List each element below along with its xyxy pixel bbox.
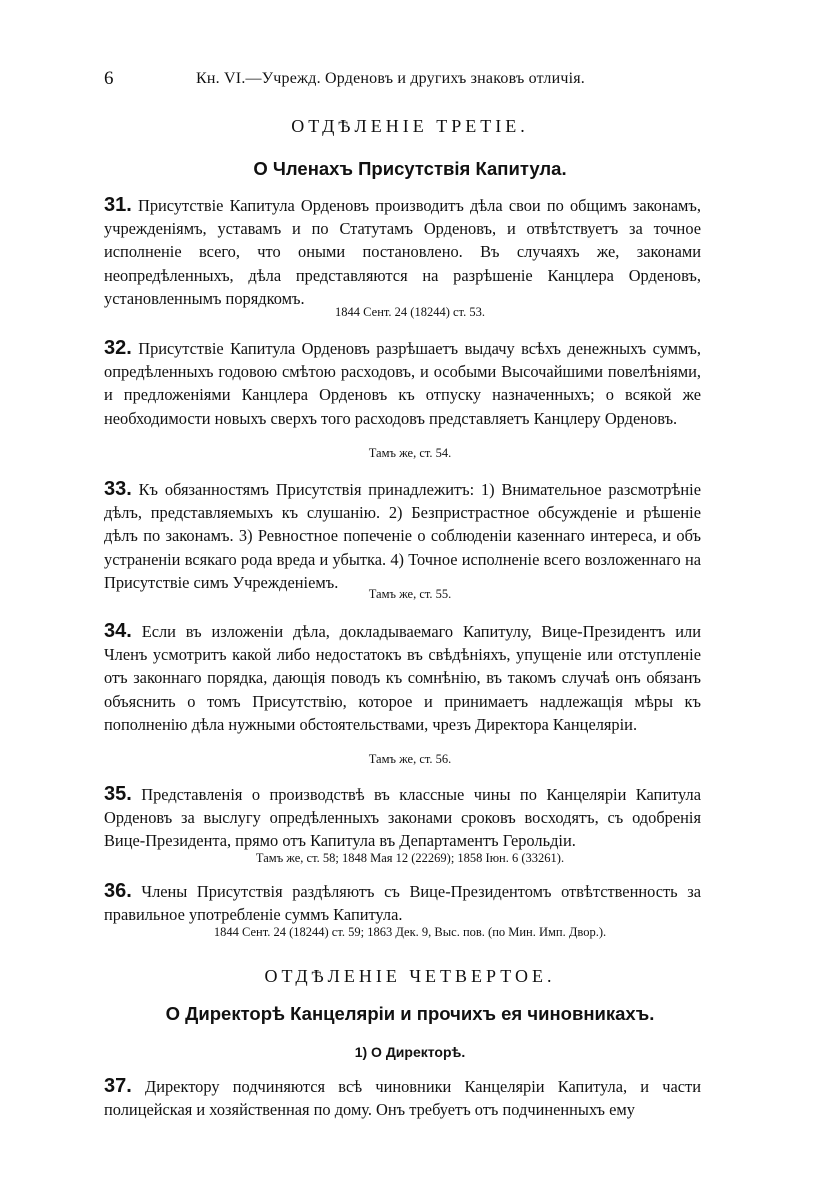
article-number: 32.	[104, 337, 132, 359]
article-number: 35.	[104, 783, 132, 805]
article-36-source: 1844 Сент. 24 (18244) ст. 59; 1863 Дек. 9, Выс. пов. (по Мин. Имп. Двор.).	[213, 925, 607, 939]
article-34	[104, 620, 701, 736]
article-text: Члены Присутствія раздѣляютъ съ Вице-Президентомъ отвѣтственность за правильное употребленіе суммъ Капитула.	[104, 882, 701, 925]
article-32-source-line: Тамъ же, ст. 54.	[368, 446, 452, 460]
article-text: Если въ изложеніи дѣла, докладываемаго Капитулу, Вице-Президентъ или Членъ усмотритъ какой либо недостатокъ въ свѣдѣніяхъ, упущеніе или отступленіе отъ законнаго порядка, дающія поводъ къ сомнѣнію, въ такомъ случаѣ онъ обязанъ объяснить о томъ Присутствію, которое и принимаетъ надлежащія мѣры къ пополненію дѣла нужными обстоятельствами, чрезъ Директора Канцеляріи.	[104, 622, 701, 734]
article-number: 33.	[104, 478, 132, 500]
article-31	[104, 194, 701, 310]
article-number: 37.	[104, 1075, 132, 1097]
article-31-source: 1844 Сент. 24 (18244) ст. 53.	[335, 305, 485, 319]
article-36	[104, 880, 701, 926]
article-33	[104, 478, 701, 594]
subsection-title: 1) О Директорѣ.	[354, 1044, 466, 1060]
article-number: 34.	[104, 620, 132, 642]
article-text: Присутствіе Капитула Орденовъ разрѣшаетъ выдачу всѣхъ денежныхъ суммъ, опредѣленныхъ годовою смѣтою расходовъ, и особыми Высочайшими повелѣніями, и предложеніями Канцлера Орденовъ къ отпуску назначенныхъ; о всякой же необходимости новыхъ сверхъ того расходовъ представляетъ Канцлеру Орденовъ.	[104, 339, 701, 428]
article-35	[104, 783, 701, 853]
section-title-fourth: ОТДѢЛЕНІЕ ЧЕТВЕРТОЕ.	[264, 966, 556, 986]
article-37	[104, 1075, 701, 1121]
article-text: Къ обязанностямъ Присутствія принадлежитъ: 1) Внимательное разсмотрѣніе дѣлъ, представляемыхъ къ слушанію. 2) Безпристрастное обсужденіе и рѣшеніе дѣлъ по законамъ. 3) Ревностное попеченіе о соблюденіи казеннаго интереса, и объ устраненіи всякаго рода вреда и убытка. 4) Точное исполненіе всего возложеннаго на Присутствіе симъ Учрежденіемъ.	[104, 480, 701, 592]
article-text: Присутствіе Капитула Орденовъ производитъ дѣла свои по общимъ законамъ, учрежденіямъ, уставамъ и по Статутамъ Орденовъ, и отвѣтствуетъ за точное исполненіе всего, что оными постановлено. Въ случаяхъ же, законами неопредѣленныхъ, дѣла представляются на разрѣшеніе Канцлера Орденовъ, установленнымъ порядкомъ.	[104, 196, 701, 308]
article-33-source: Тамъ же, ст. 55.	[368, 587, 452, 601]
article-text: Директору подчиняются всѣ чиновники Канцеляріи Капитула, и части полицейская и хозяйственная по дому. Онъ требуетъ отъ подчиненныхъ ему	[104, 1077, 701, 1120]
article-34-source: Тамъ же, ст. 56.	[368, 752, 452, 766]
page-number: 6	[104, 68, 114, 89]
running-header: Кн. VI.—Учрежд. Орденовъ и другихъ знаковъ отличія.	[196, 70, 586, 87]
article-32	[104, 337, 701, 430]
article-number: 31.	[104, 194, 132, 216]
article-text: Представленія о производствѣ въ классные чины по Канцеляріи Капитула Орденовъ за выслугу опредѣленныхъ законами сроковъ восходятъ, съ одобренія Вице-Президента, прямо отъ Капитула въ Департаментъ Герольдіи.	[104, 785, 701, 851]
section-subtitle-fourth: О Директорѣ Канцеляріи и прочихъ ея чиновникахъ.	[165, 1003, 655, 1024]
section-title-third: ОТДѢЛЕНІЕ ТРЕТІЕ.	[291, 116, 529, 136]
article-35-source: Тамъ же, ст. 58; 1848 Мая 12 (22269); 1858 Іюн. 6 (33261).	[255, 851, 565, 865]
section-subtitle-third: О Членахъ Присутствія Капитула.	[253, 158, 567, 179]
article-number: 36.	[104, 880, 132, 902]
